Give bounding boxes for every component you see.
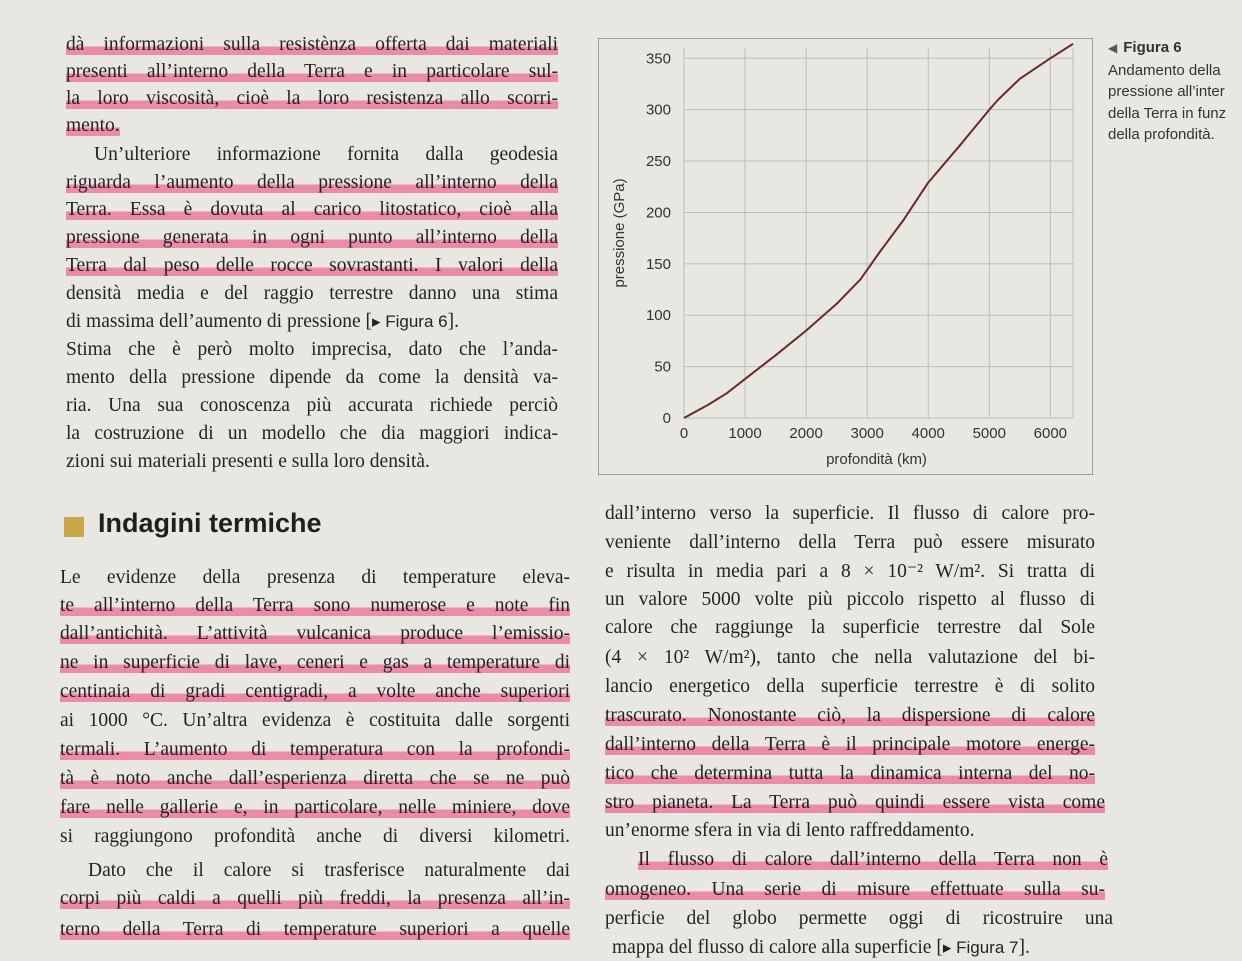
grid-layer — [684, 48, 1073, 418]
text-span: ]. — [1018, 937, 1030, 958]
section-marker-icon — [64, 517, 84, 537]
figure-6-link[interactable]: ▸ Figura 6 — [371, 312, 448, 331]
text-line: la costruzione di un modello che dia maggiori indica- — [66, 423, 558, 444]
text-line: termali. L’aumento di temperatura con la profondi- — [60, 737, 570, 763]
text-line: trascurato. Nonostante ciò, la dispersione di calore — [605, 703, 1095, 729]
y-tick-label: 50 — [654, 358, 671, 376]
y-tick-labels — [646, 50, 671, 427]
text-line: riguarda l’aumento della pressione all’interno della — [66, 170, 558, 196]
series-layer — [684, 44, 1073, 418]
chart-svg — [598, 38, 1093, 475]
text-line: si raggiungono profondità anche di diversi kilometri. — [60, 826, 570, 847]
text-line: stro pianeta. La Terra può quindi essere vista come — [605, 790, 1105, 816]
text-line-with-figure-ref — [66, 309, 459, 335]
text-line-with-figure-ref — [612, 935, 1030, 961]
x-tick-label: 3000 — [850, 425, 884, 442]
caption-line: Andamento della — [1108, 61, 1221, 79]
text-span: mappa del flusso di calore alla superficie [ — [612, 937, 943, 958]
text-line: Terra. Essa è dovuta al carico litostatico, cioè alla — [66, 197, 558, 223]
pressure-depth-chart — [598, 38, 1093, 475]
text-span: ]. — [447, 311, 459, 332]
text-line: terno della Terra di temperature superiori a quelle — [60, 917, 570, 943]
caption-line: della Terra in funz — [1108, 104, 1227, 122]
text-line: te all’interno della Terra sono numerose e note fin — [60, 593, 570, 619]
chart-frame — [598, 38, 1093, 475]
text-line: Terra dal peso delle rocce sovrastanti. I valori della — [66, 253, 558, 279]
x-tick-label: 5000 — [972, 425, 1006, 442]
text-line: Dato che il calore si trasferisce naturalmente dai — [88, 860, 570, 881]
text-line: corpi più caldi a quelli più freddi, la presenza all’in- — [60, 886, 570, 912]
text-line: centinaia di gradi centigradi, a volte anche superiori — [60, 679, 570, 705]
text-line: dall’antichità. L’attività vulcanica produce l’emissio- — [60, 621, 570, 647]
caption-line: della profondità. — [1108, 126, 1215, 143]
text-line: un valore 5000 volte più piccolo rispetto al flusso di — [605, 589, 1095, 610]
text-line: e risulta in media pari a 8 × 10⁻² W/m². Si tratta di — [605, 561, 1095, 582]
x-axis-label: profondità (km) — [826, 451, 927, 468]
y-tick-label: 250 — [645, 153, 671, 171]
caret-left-icon: ◀ — [1108, 41, 1118, 55]
text-line: presenti all’interno della Terra e in particolare sul- — [66, 59, 558, 85]
text-line: ai 1000 °C. Un’altra evidenza è costituita dalle sorgenti — [60, 710, 570, 731]
text-line: calore che raggiunge la superficie terrestre dal Sole — [605, 617, 1095, 638]
x-tick-label: 2000 — [789, 425, 823, 442]
text-line: zioni sui materiali presenti e sulla loro densità. — [66, 451, 430, 472]
text-line: ria. Una sua conoscenza più accurata richiede perciò — [66, 395, 558, 416]
y-tick-label: 300 — [645, 101, 671, 119]
text-line: dà informazioni sulla resistènza offerta dai materiali — [66, 32, 558, 58]
text-line: ne in superficie di lave, ceneri e gas a temperature di — [60, 650, 570, 676]
text-line: veniente dall’interno della Terra può essere misurato — [605, 532, 1095, 553]
text-line: dall’interno della Terra è il principale motore energe- — [605, 732, 1095, 758]
text-line: un’enorme sfera in via di lento raffreddamento. — [605, 820, 975, 841]
text-line: Il flusso di calore dall’interno della Terra non è — [638, 847, 1108, 873]
text-line: (4 × 10² W/m²), tanto che nella valutazione del bi- — [605, 647, 1095, 668]
figure-7-link[interactable]: ▸ Figura 7 — [942, 938, 1019, 957]
x-tick-label: 6000 — [1033, 425, 1068, 442]
text-line: dall’interno verso la superficie. Il flusso di calore pro- — [605, 503, 1095, 524]
x-tick-label: 4000 — [911, 425, 945, 442]
text-line: Stima che è però molto imprecisa, dato che l’anda- — [66, 339, 558, 360]
text-line: omogeneo. Una serie di misure effettuate sulla su- — [605, 877, 1105, 903]
y-tick-label: 150 — [645, 255, 671, 273]
x-tick-labels — [680, 425, 1067, 442]
text-line: Un’ulteriore informazione fornita dalla geodesia — [94, 144, 558, 165]
y-axis-label: pressione (GPa) — [611, 178, 628, 288]
x-tick-label: 1000 — [728, 425, 762, 442]
figure-caption — [1108, 37, 1242, 146]
text-line: fare nelle gallerie e, in particolare, nelle miniere, dove — [60, 795, 570, 821]
text-line: Le evidenze della presenza di temperature eleva- — [60, 567, 570, 588]
text-line: densità media e del raggio terrestre danno una stima — [66, 283, 558, 304]
text-line: tà è noto anche dall’esperienza diretta che se ne può — [60, 766, 570, 792]
figure-number: ◀ Figura 6 — [1108, 39, 1182, 56]
caption-line: pressione all’inter — [1108, 83, 1225, 100]
text-line: lancio energetico della superficie terrestre è di solito — [605, 676, 1095, 697]
y-tick-label: 350 — [645, 50, 671, 68]
text-line: tico che determina tutta la dinamica interna del no- — [605, 761, 1095, 787]
y-tick-label: 100 — [645, 307, 671, 325]
text-line: pressione generata in ogni punto all’interno della — [66, 225, 558, 251]
text-span: di massima dell’aumento di pressione [ — [66, 311, 372, 332]
x-tick-label: 0 — [679, 425, 689, 442]
text-line: mento della pressione dipende da come la densità va- — [66, 367, 558, 388]
section-title: Indagini termiche — [98, 508, 322, 538]
text-line: mento. — [66, 113, 120, 139]
pressure-line — [684, 44, 1073, 418]
y-tick-label: 0 — [662, 410, 671, 427]
text-line: perficie del globo permette oggi di ricostruire una — [605, 908, 1113, 929]
text-line: la loro viscosità, cioè la loro resistenza allo scorri- — [66, 86, 558, 112]
y-tick-label: 200 — [645, 204, 671, 222]
